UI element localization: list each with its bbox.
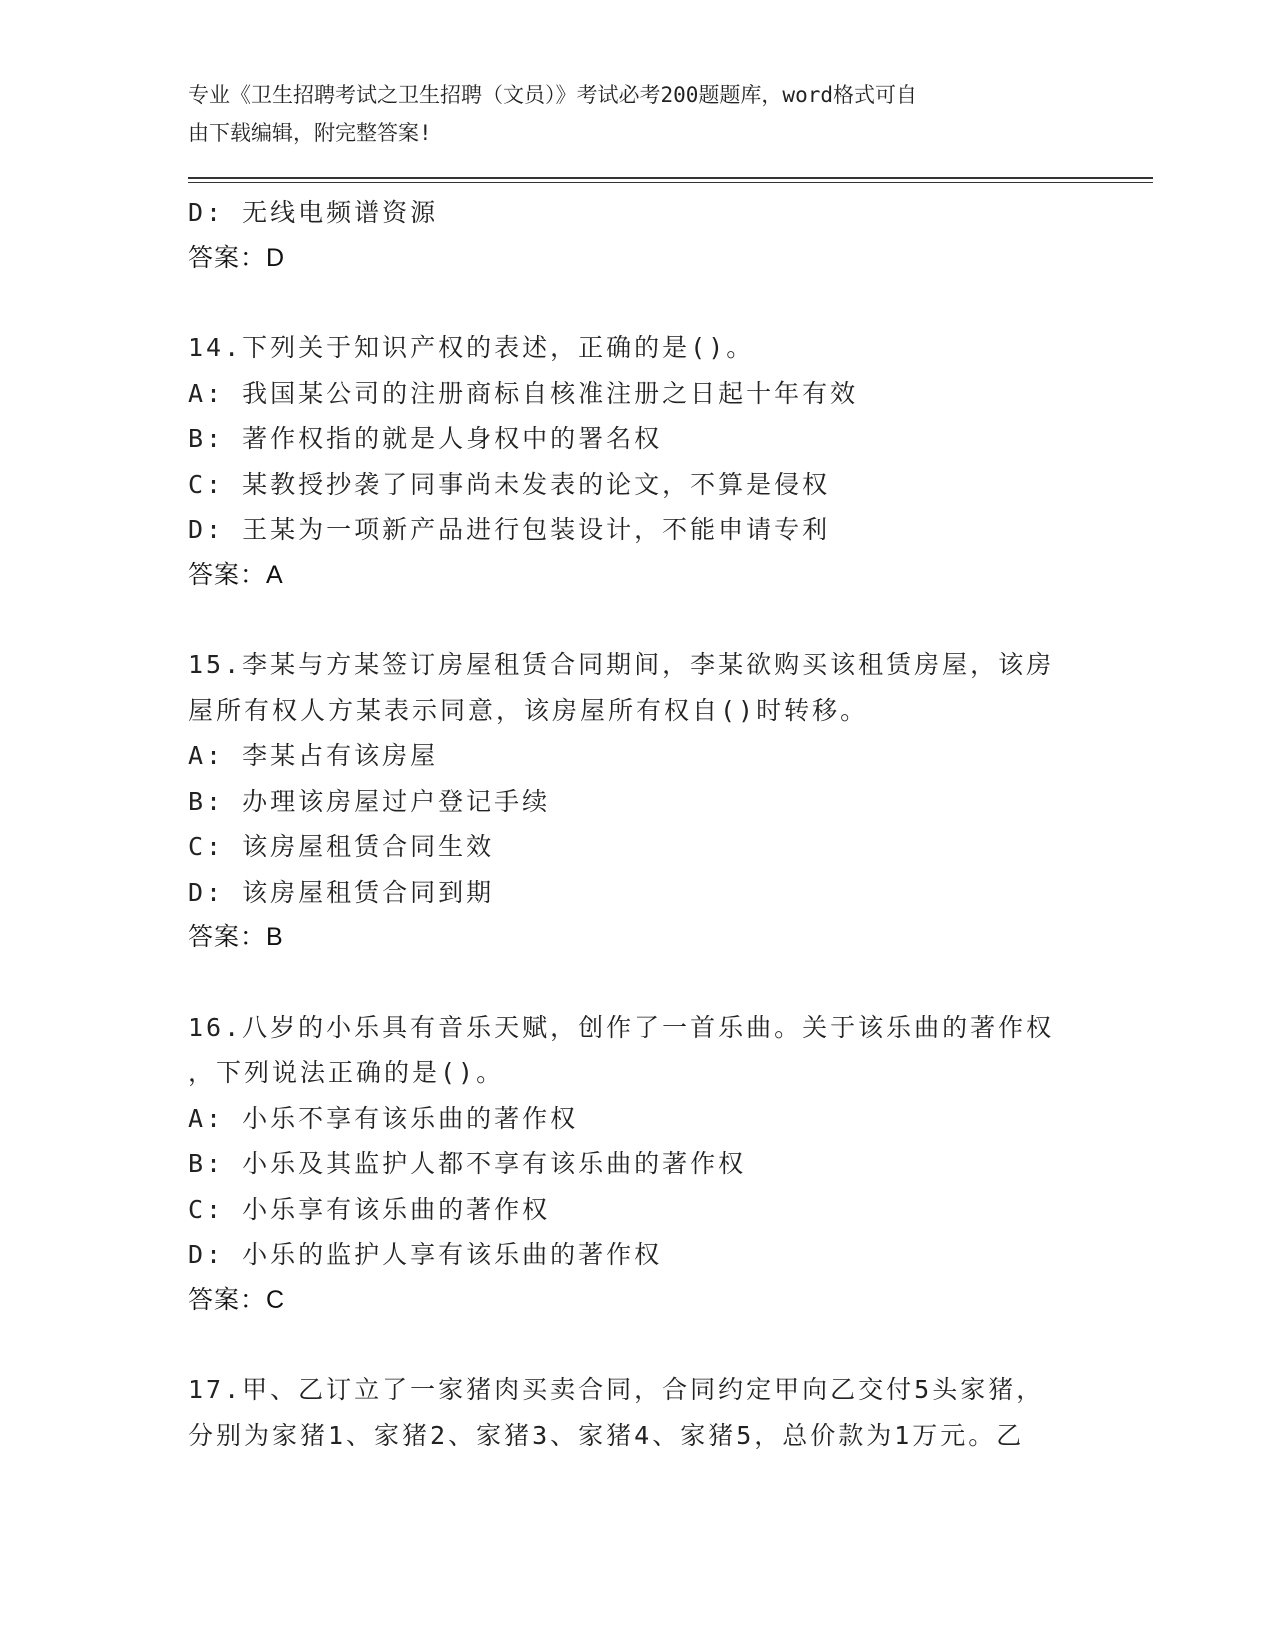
option-d: D: 小乐的监护人享有该乐曲的著作权: [188, 1240, 663, 1269]
answer-line: 答案：D: [188, 243, 286, 272]
header-divider-thick: [188, 177, 1153, 179]
option-d: D: 王某为一项新产品进行包装设计，不能申请专利: [188, 515, 831, 544]
question-stem: 14.下列关于知识产权的表述，正确的是()。: [188, 333, 755, 362]
option-b: B: 办理该房屋过户登记手续: [188, 786, 551, 816]
answer-line: 答案：B: [188, 923, 284, 951]
question-stem: 16.八岁的小乐具有音乐天赋，创作了一首乐曲。关于该乐曲的著作权: [188, 1012, 1055, 1042]
question-stem-cont: 屋所有权人方某表示同意，该房屋所有权自()时转移。: [188, 695, 869, 725]
option-c: C: 小乐享有该乐曲的著作权: [188, 1194, 551, 1224]
question-14: [188, 325, 1088, 598]
header-divider-thin: [188, 182, 1153, 183]
answer-line: 答案：C: [188, 1285, 286, 1314]
option-b: B: 著作权指的就是人身权中的署名权: [188, 424, 663, 453]
option-d: D: 该房屋租赁合同到期: [188, 877, 495, 907]
answer-line: 答案：A: [188, 560, 284, 589]
question-16: [188, 1005, 1088, 1324]
document-body: [188, 190, 1088, 1458]
question-stem: 15.李某与方某签订房屋租赁合同期间，李某欲购买该租赁房屋，该房: [188, 650, 1055, 679]
header-line-2: 由下载编辑，附完整答案!: [188, 121, 432, 145]
header-line-1: 专业《卫生招聘考试之卫生招聘（文员）》考试必考200题题库，word格式可自: [188, 83, 917, 107]
option-c: C: 该房屋租赁合同生效: [188, 832, 495, 861]
document-header: [188, 76, 1068, 152]
question-15: [188, 642, 1088, 961]
question-17: [188, 1367, 1088, 1458]
option-d: D: 无线电频谱资源: [188, 198, 439, 227]
question-stem-cont: 分别为家猪1、家猪2、家猪3、家猪4、家猪5，总价款为1万元。乙: [188, 1420, 1025, 1450]
option-c: C: 某教授抄袭了同事尚未发表的论文，不算是侵权: [188, 469, 831, 499]
option-a: A: 我国某公司的注册商标自核准注册之日起十年有效: [188, 378, 859, 408]
question-stem-cont: ，下列说法正确的是()。: [188, 1058, 505, 1087]
option-a: A: 小乐不享有该乐曲的著作权: [188, 1103, 579, 1133]
question-stem: 17.甲、乙订立了一家猪肉买卖合同，合同约定甲向乙交付5头家猪，: [188, 1375, 1045, 1404]
question-13-tail: [188, 190, 1088, 281]
option-a: A: 李某占有该房屋: [188, 741, 439, 770]
option-b: B: 小乐及其监护人都不享有该乐曲的著作权: [188, 1149, 747, 1178]
